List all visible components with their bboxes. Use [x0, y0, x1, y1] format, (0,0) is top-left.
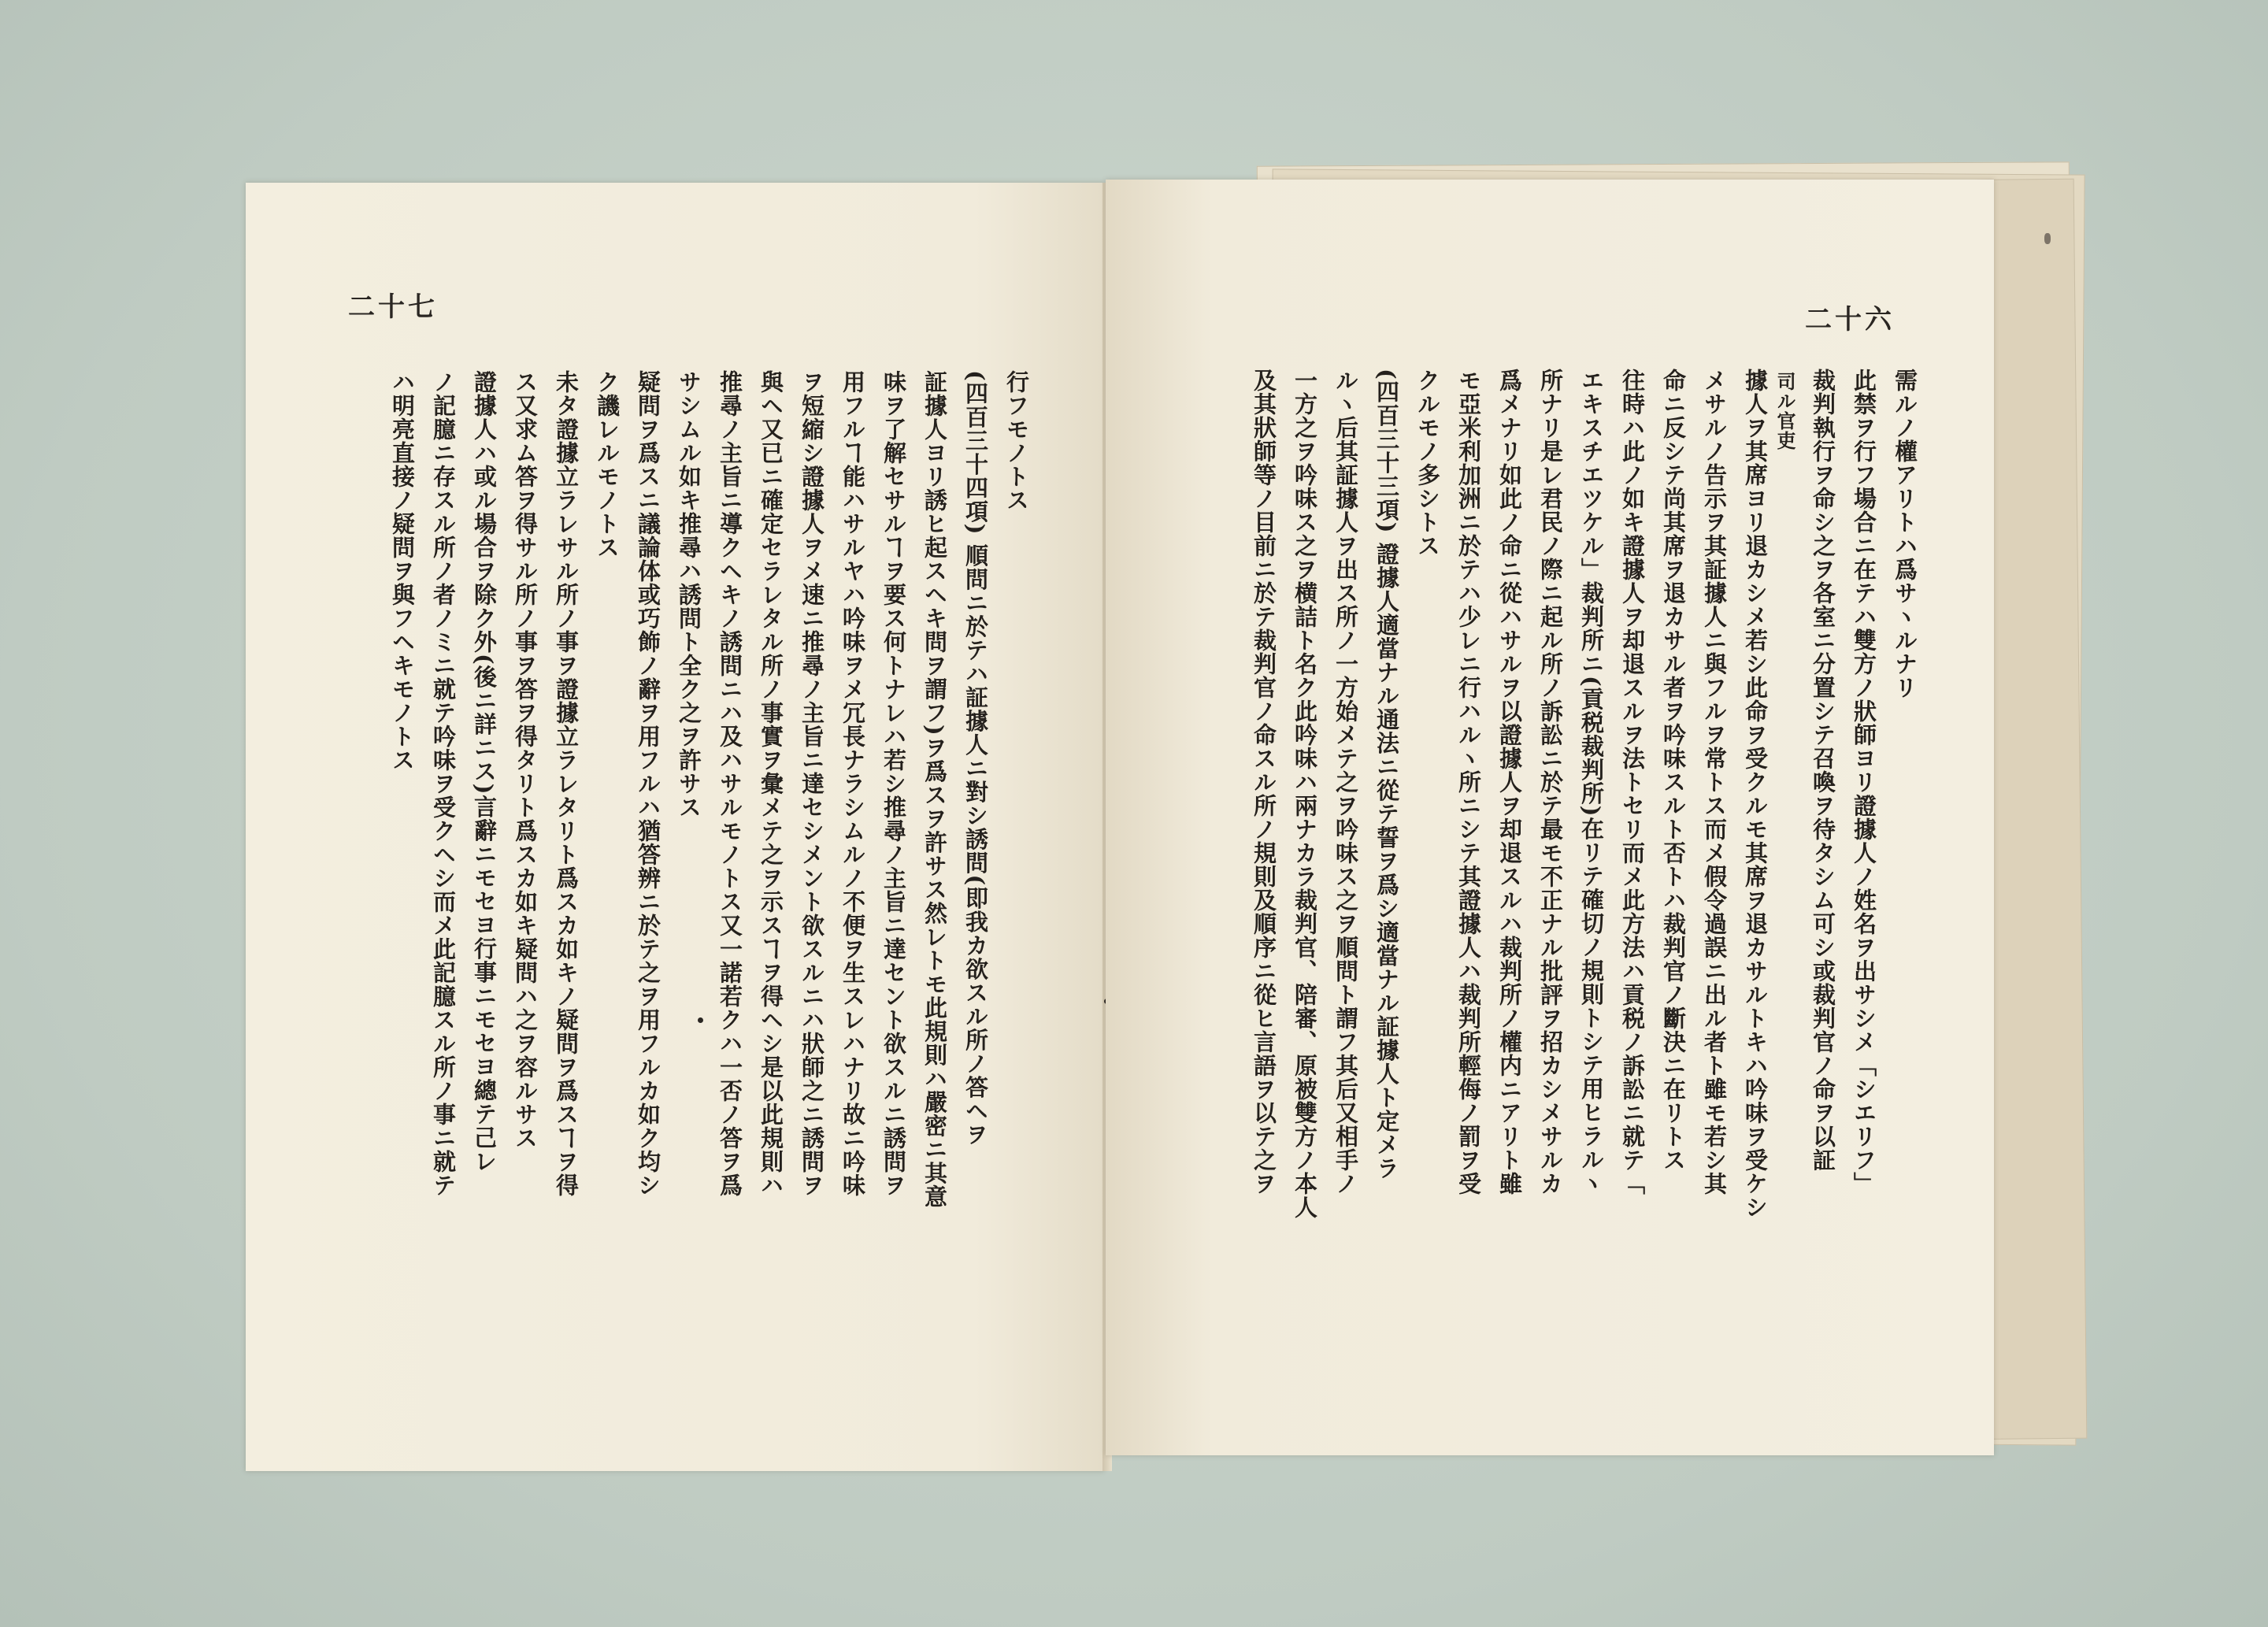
- page-mark: [2044, 233, 2051, 244]
- text-column: 爲メナリ如此ノ命ニ從ハサルヲ以證據人ヲ却退スルハ裁判所ノ權内ニアリト雖: [1496, 369, 1523, 1195]
- text-column: 用フルヿ能ハサルヤハ吟味ヲメ冗長ナラシムルノ不便ヲ生スレハナリ故ニ吟味: [839, 370, 866, 1197]
- left-page: [246, 183, 1104, 1471]
- text-column: 及其狀師等ノ目前ニ於テ裁判官ノ命スル所ノ規則及順序ニ從ヒ言語ヲ以テ之ヲ: [1251, 369, 1277, 1195]
- text-column: 一方之ヲ吟味ス之ヲ横詰ト名ク此吟味ハ兩ナカラ裁判官、陪審、原被雙方ノ本人: [1292, 369, 1318, 1219]
- binding-hole: [698, 1017, 703, 1023]
- text-column: 味ヲ了解セサルヿヲ要ス何トナレハ若シ推尋ノ主旨ニ達セント欲スルニ誘問ヲ: [880, 370, 907, 1197]
- text-column: モ亞米利加洲ニ於テハ少レニ行ハルヽ所ニシテ其證據人ハ裁判所輕侮ノ罰ヲ受: [1455, 369, 1482, 1195]
- text-column: 証據人ヨリ誘ヒ起スヘキ問ヲ謂フ)ヲ爲スヲ許サス然レトモ此規則ハ嚴密ニ其意: [921, 370, 948, 1209]
- text-column: 行フモノトス: [1003, 370, 1030, 512]
- text-column: 裁判執行ヲ命シ之ヲ各室ニ分置シテ召喚ヲ待タシム可シ或裁判官ノ命ヲ以証: [1810, 369, 1836, 1172]
- text-column: サシムル如キ推尋ハ誘問ト全ク之ヲ許サス: [676, 370, 702, 819]
- text-column: 證據人ハ或ル場合ヲ除ク外(後ニ詳ニス)言辭ニモセヨ行事ニモセヨ總テ己レ: [471, 370, 498, 1173]
- text-column: ハ明亮直接ノ疑問ヲ與フヘキモノトス: [389, 370, 416, 772]
- text-column: 推尋ノ主旨ニ導クヘキノ誘問ニハ及ハサルモノトス又一諾若クハ一否ノ答ヲ爲: [717, 370, 743, 1197]
- text-column: 所ナリ是レ君民ノ際ニ起ル所ノ訴訟ニ於テ最モ不正ナル批評ヲ招カシメサルカ: [1537, 369, 1564, 1195]
- text-column: ク譏レルモノトス: [594, 370, 621, 559]
- text-column: (四百三十三項) 證據人適當ナル通法ニ從テ誓ヲ爲シ適當ナル証據人ト定メラ: [1373, 369, 1400, 1180]
- text-column: 需ルノ權アリトハ爲サヽルナリ: [1892, 369, 1918, 699]
- text-column: ノ記臆ニ存スル所ノ者ノミニ就テ吟味ヲ受クヘシ而メ此記臆スル所ノ事ニ就テ: [430, 370, 457, 1197]
- text-column: 與ヘ又已ニ確定セラレタル所ノ事實ヲ彙メテ之ヲ示スヿヲ得ヘシ是以此規則ハ: [758, 370, 784, 1197]
- text-column: クルモノ多シトス: [1414, 369, 1441, 558]
- text-column: エキスチエツケル」裁判所ニ(貢税裁判所)在リテ確切ノ規則トシテ用ヒラルヽ: [1578, 369, 1605, 1195]
- text-column: 命ニ反シテ尚其席ヲ退カサル者ヲ吟味スルト否トハ裁判官ノ斷決ニ在リトス: [1660, 369, 1687, 1172]
- text-column: 未タ證據立ラレサル所ノ事ヲ證據立ラレタリト爲スカ如キノ疑問ヲ爲スヿヲ得: [553, 370, 580, 1197]
- page-number-right: 二十六: [1805, 304, 1895, 335]
- text-column: 往時ハ此ノ如キ證據人ヲ却退スルヲ法トセリ而メ此方法ハ貢税ノ訴訟ニ就テ「: [1619, 369, 1646, 1195]
- text-column: 疑問ヲ爲スニ議論体或巧飾ノ辭ヲ用フルハ猶答辨ニ於テ之ヲ用フルカ如ク均シ: [635, 370, 662, 1197]
- text-column: ス又求ム答ヲ得サル所ノ事ヲ答ヲ得タリト爲スカ如キ疑問ハ之ヲ容ルサス: [512, 370, 539, 1150]
- text-column: メサルノ告示ヲ其証據人ニ與フルヲ常トス而メ假令過誤ニ出ル者ト雖モ若シ其: [1701, 369, 1728, 1195]
- text-column: ヲ短縮シ證據人ヲメ速ニ推尋ノ主旨ニ達セシメント欲スルニハ狀師之ニ誘問ヲ: [799, 370, 825, 1197]
- text-column-annotation: 司ル官吏: [1773, 372, 1796, 450]
- text-column: ルヽ后其証據人ヲ出ス所ノ一方始メテ之ヲ吟味ス之ヲ順問ト謂フ其后又相手ノ: [1332, 369, 1359, 1195]
- text-column: 據人ヲ其席ヨリ退カシメ若シ此命ヲ受クルモ其席ヲ退カサルトキハ吟味ヲ受ケシ: [1742, 369, 1769, 1219]
- text-column: (四百三十四項) 順問ニ於テハ証據人ニ對シ誘問(即我カ欲スル所ノ答ヘヲ: [962, 370, 989, 1147]
- text-column: 此禁ヲ行フ場合ニ在テハ雙方ノ狀師ヨリ證據人ノ姓名ヲ出サシメ「シエリフ」: [1851, 369, 1877, 1195]
- right-page: [1106, 180, 1994, 1455]
- page-number-left: 二十七: [348, 291, 438, 323]
